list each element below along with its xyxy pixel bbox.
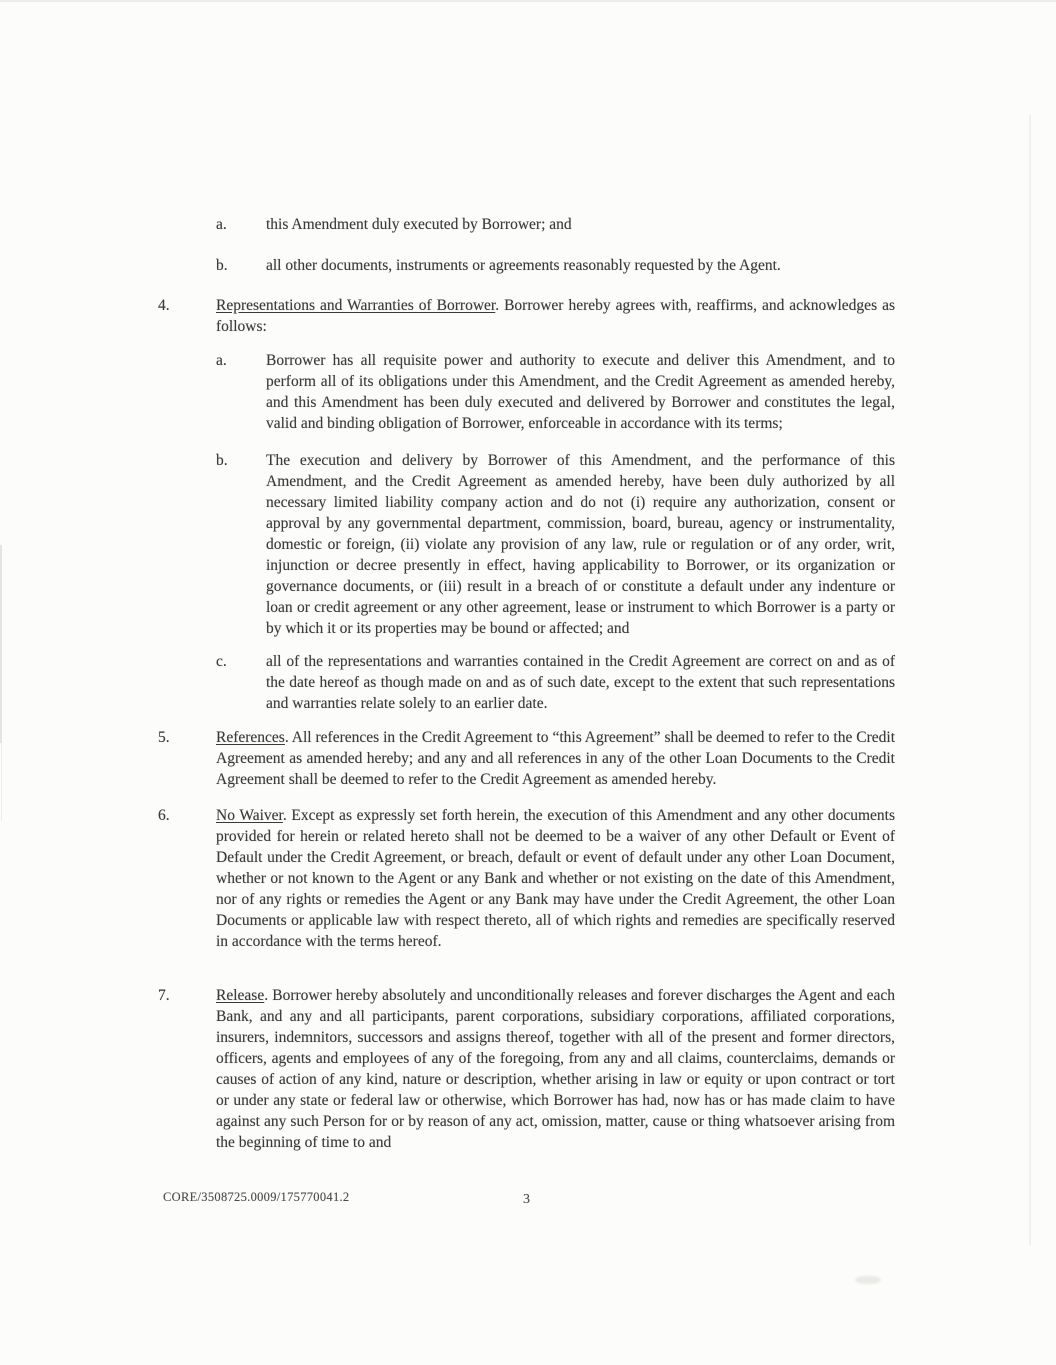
scan-artifact-smudge <box>855 1276 881 1284</box>
intro-item-a-label: a. <box>216 216 227 233</box>
section-7-heading: Release <box>216 987 265 1004</box>
section-7 <box>158 985 895 1153</box>
section-4-body: . Borrower hereby agrees with, reaffirms, and acknowledges as follows: <box>216 297 895 335</box>
section-4 <box>158 295 895 337</box>
scan-artifact-left-line <box>0 545 2 743</box>
section-4-item-c-text: all of the representations and warranties contained in the Credit Agreement are correct on and as of the date hereof as though made on and as of such date, except to the extent that such representations and warranties relate solely to an earlier date. <box>266 653 895 712</box>
section-4-item-a-label: a. <box>216 352 227 369</box>
section-5-number: 5. <box>158 729 170 746</box>
section-4-item-b-label: b. <box>216 452 228 469</box>
section-4-item-a-text: Borrower has all requisite power and authority to execute and deliver this Amendment, and to perform all of its obligations under this Amendment, and the Credit Agreement as amended hereby, and this Amendment has been duly executed and delivered by Borrower and constitutes the legal, valid and binding obligation of Borrower, enforceable in accordance with its terms; <box>266 352 895 432</box>
section-7-paragraph <box>216 985 895 1153</box>
section-4-item-c <box>216 651 895 714</box>
intro-item-a <box>216 214 895 235</box>
intro-item-b <box>216 255 895 276</box>
scan-artifact-right-line <box>1029 115 1031 1245</box>
section-6 <box>158 805 895 952</box>
intro-item-b-label: b. <box>216 257 228 274</box>
section-4-item-b-text: The execution and delivery by Borrower of this Amendment, and the performance of this Amendment, and the Credit Agreement as amended hereby, have been duly authorized by all necessary limited liability company action and do not (i) require any authorization, consent or approval by any governmental department, commission, board, bureau, agency or instrumentality, domestic or foreign, (ii) violate any provision of any law, rule or regulation or of any order, writ, injunction or decree presently in effect, having applicability to Borrower, or its organization or governance documents, or (iii) result in a breach of or constitute a default under any indenture or loan or credit agreement or any other agreement, lease or instrument to which Borrower is a party or by which it or its properties may be bound or affected; and <box>266 452 895 637</box>
intro-item-b-text: all other documents, instruments or agreements reasonably requested by the Agent. <box>266 257 781 274</box>
footer-doc-ref: CORE/3508725.0009/175770041.2 <box>163 1190 350 1204</box>
section-4-item-a <box>216 350 895 434</box>
section-6-heading: No Waiver <box>216 807 283 824</box>
section-6-number: 6. <box>158 807 170 824</box>
scan-artifact-top-edge <box>0 0 1056 2</box>
document-body <box>158 214 895 1153</box>
section-5-paragraph <box>216 727 895 790</box>
section-7-number: 7. <box>158 987 170 1004</box>
page-number: 3 <box>523 1192 530 1207</box>
section-5 <box>158 727 895 790</box>
section-5-heading: References <box>216 729 285 746</box>
scan-artifact-left-line-2 <box>1 743 2 821</box>
section-6-paragraph <box>216 805 895 952</box>
section-4-paragraph <box>216 295 895 337</box>
section-4-number: 4. <box>158 297 170 314</box>
section-5-body: . All references in the Credit Agreement to “this Agreement” shall be deemed to refer to the Credit Agreement as amended hereby; and any and all references in any of the other Loan Documents to the Credit Agreement shall be deemed to refer to the Credit Agreement as amended hereby. <box>216 729 895 788</box>
intro-item-a-text: this Amendment duly executed by Borrower; and <box>266 216 572 233</box>
section-4-heading: Representations and Warranties of Borrower <box>216 297 496 314</box>
section-6-body: . Except as expressly set forth herein, the execution of this Amendment and any other documents provided for herein or related hereto shall not be deemed to be a waiver of any other Default or Event of Default under the Credit Agreement, or breach, default or event of default under any other Loan Document, whether or not known to the Agent or any Bank and whether or not existing on the date of this Amendment, nor of any rights or remedies the Agent or any Bank may have under the Credit Agreement, the other Loan Documents or applicable law with respect thereto, all of which rights and remedies are specifically reserved in accordance with the terms hereof. <box>216 807 895 950</box>
section-4-item-b <box>216 450 895 639</box>
section-4-item-c-label: c. <box>216 653 227 670</box>
section-7-body: . Borrower hereby absolutely and unconditionally releases and forever discharges the Agent and each Bank, and any and all participants, parent corporations, subsidiary corporations, affiliated corporations, insurers, indemnitors, successors and assigns thereof, together with all of the present and former directors, officers, agents and employees of any of the foregoing, from any and all claims, counterclaims, demands or causes of action of any kind, nature or description, whether arising in law or equity or upon contract or tort or under any state or federal law or otherwise, which Borrower has had, now has or has made claim to have against any such Person for or by reason of any act, omission, matter, cause or thing whatsoever arising from the beginning of time to and <box>216 987 895 1151</box>
page-footer <box>158 1190 895 1212</box>
